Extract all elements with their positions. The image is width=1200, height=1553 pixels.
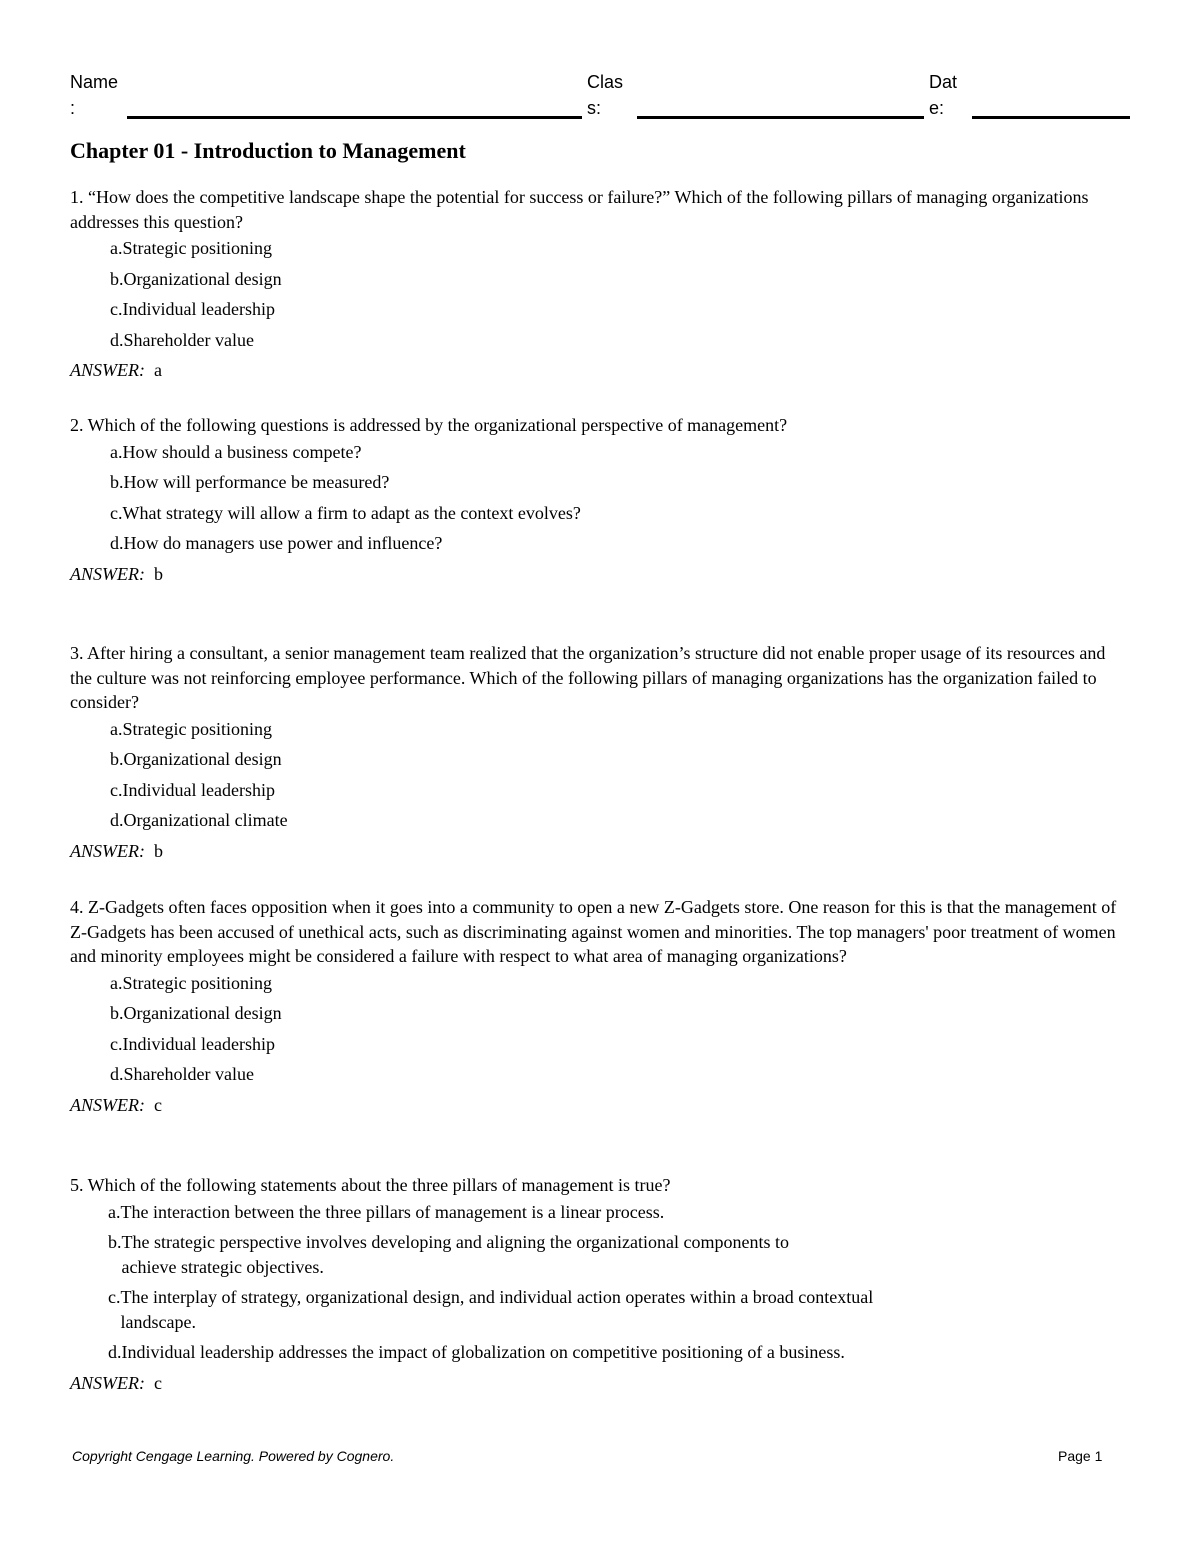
choice-c: c. What strategy will allow a firm to adapt as the context evolves? (110, 502, 581, 523)
name-label-bottom: : (70, 98, 76, 118)
question-stem: 2. Which of the following questions is addressed by the organizational perspective of management? (70, 415, 788, 435)
choice-c: c. The interplay of strategy, organizational design, and individual action operates within a broad contextual landscape. (108, 1287, 874, 1332)
question-3 (70, 641, 1130, 863)
choice-d: d. How do managers use power and influence? (110, 533, 443, 553)
answer-value: a (153, 360, 162, 380)
choice-list (108, 1200, 1130, 1365)
choice-a: a. How should a business compete? (110, 441, 362, 462)
choice-a: a. Strategic positioning (110, 238, 272, 258)
answer-value: c (153, 1372, 162, 1393)
question-stem: 5. Which of the following statements about the three pillars of management is true? (70, 1175, 671, 1195)
answer-line (70, 358, 1130, 382)
page-number: Page 1 (1058, 1448, 1103, 1464)
answer-line (70, 839, 1130, 863)
copyright-text: Copyright Cengage Learning. Powered by Cognero. (72, 1448, 395, 1464)
choice-d: d. Individual leadership addresses the impact of globalization on competitive positioning of a business. (108, 1342, 845, 1362)
class-label-bottom: s: (587, 98, 602, 118)
question-stem: 3. After hiring a consultant, a senior management team realized that the organization’s structure did not enable proper usage of its resources and the culture was not reinforcing employee performance. Which of the following pillars of managing organizations has the organization failed to consider? (70, 643, 1106, 712)
answer-line (70, 562, 1130, 586)
class-input-line[interactable] (637, 116, 924, 119)
choice-b: b. Organizational design (110, 268, 282, 289)
question-stem: 1. “How does the competitive landscape shape the potential for success or failure?” Which of the following pillars of managing organizations addresses this question? (70, 187, 1089, 232)
choice-a: a. Strategic positioning (110, 718, 272, 739)
name-label-top: Name (70, 72, 119, 92)
choice-a: a. The interaction between the three pillars of management is a linear process. (108, 1201, 665, 1222)
choice-a: a. Strategic positioning (110, 972, 272, 993)
choice-b: b. Organizational design (110, 749, 282, 769)
choice-d: d. Organizational climate (110, 810, 288, 830)
answer-label: ANSWER: (70, 563, 145, 584)
question-2 (70, 413, 1130, 586)
answer-label: ANSWER: (70, 360, 145, 380)
choice-c: c. Individual leadership (110, 779, 275, 800)
question-5 (70, 1173, 1130, 1395)
choice-c: c. Individual leadership (110, 1033, 275, 1054)
date-label-bottom: e: (929, 98, 945, 118)
answer-label: ANSWER: (70, 1372, 145, 1393)
answer-value: b (153, 563, 163, 584)
choice-d: d. Shareholder value (110, 1064, 254, 1084)
question-1 (70, 185, 1130, 382)
answer-line (70, 1093, 1130, 1117)
answer-value: b (153, 840, 163, 861)
choice-b: b. Organizational design (110, 1003, 282, 1023)
choice-b: b. How will performance be measured? (110, 472, 390, 492)
answer-line (70, 1371, 1130, 1395)
choice-b: b. The strategic perspective involves developing and aligning the organizational components to achieve strategic objectives. (108, 1232, 789, 1277)
date-input-line[interactable] (972, 116, 1130, 119)
choice-list (110, 440, 1130, 556)
answer-value: c (153, 1094, 162, 1115)
answer-label: ANSWER: (70, 840, 145, 861)
choice-c: c. Individual leadership (110, 299, 275, 319)
answer-label: ANSWER: (70, 1094, 145, 1115)
chapter-title: Chapter 01 - Introduction to Management (70, 138, 466, 163)
choice-list (110, 236, 1130, 352)
choice-list (110, 717, 1130, 833)
choice-d: d. Shareholder value (110, 329, 254, 350)
question-4 (70, 895, 1130, 1117)
question-stem: 4. Z-Gadgets often faces opposition when it goes into a community to open a new Z-Gadgets store. One reason for this is that the management of Z-Gadgets has been accused of unethical acts, such as discriminating against women and minorities. The top managers' poor treatment of women and minority employees might be considered a failure with respect to what area of managing organizations? (70, 897, 1117, 966)
class-label-top: Clas (587, 72, 624, 92)
name-input-line[interactable] (127, 116, 582, 119)
date-label-top: Dat (929, 72, 958, 92)
choice-list (110, 971, 1130, 1087)
